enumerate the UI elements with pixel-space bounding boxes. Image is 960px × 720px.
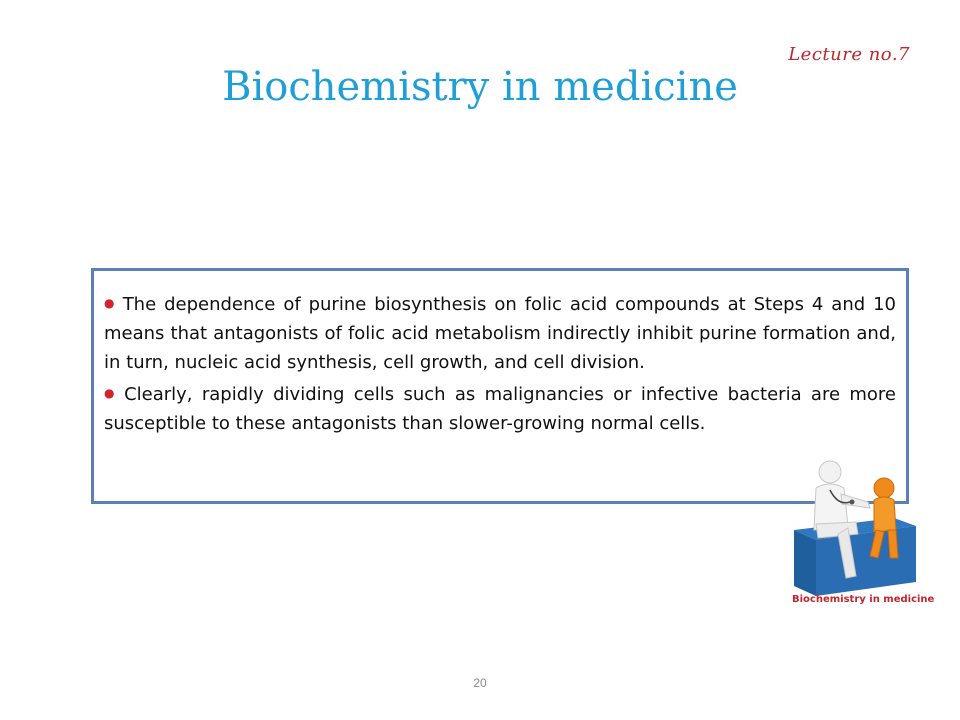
bullet-item bbox=[104, 289, 896, 377]
bullet-item bbox=[104, 379, 896, 438]
lecture-tag: Lecture no.7 bbox=[788, 44, 910, 65]
bullet-dot-icon: ● bbox=[104, 296, 117, 310]
bullet-text: The dependence of purine biosynthesis on folic acid compounds at Steps 4 and 10 means that antagonists of folic acid metabolism indirectly inhibit purine formation and, in turn, nucleic acid synthesis, cell growth, and cell division. bbox=[104, 294, 896, 373]
bullet-text: Clearly, rapidly dividing cells such as malignancies or infective bacteria are more susceptible to these antagonists than slower-growing normal cells. bbox=[104, 384, 896, 434]
page-number: 20 bbox=[473, 676, 487, 690]
doctor-examining-child-icon bbox=[786, 458, 936, 613]
illustration-caption: Biochemistry in medicine bbox=[792, 594, 935, 605]
bullet-dot-icon: ● bbox=[104, 386, 119, 400]
slide-title: Biochemistry in medicine bbox=[222, 64, 738, 110]
